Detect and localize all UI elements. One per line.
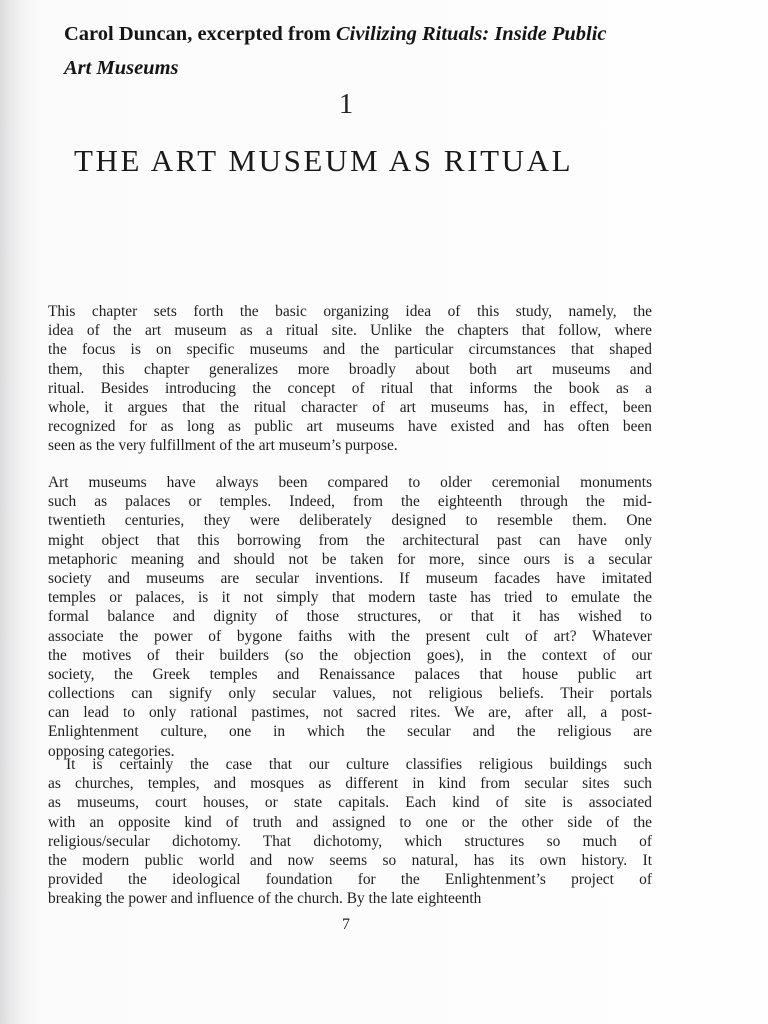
- text-line: might object that this borrowing from the architectural past can have only: [48, 531, 652, 549]
- text-line: recognized for as long as public art museums have existed and has often been: [48, 418, 652, 436]
- text-line: breaking the power and influence of the church. By the late eighteenth: [48, 890, 482, 908]
- chapter-number: 1: [338, 88, 354, 120]
- text-line: such as palaces or temples. Indeed, from the eighteenth through the mid-: [48, 493, 652, 511]
- text-line: society, the Greek temples and Renaissance palaces that house public art: [48, 665, 652, 683]
- paragraph-2: [48, 473, 652, 761]
- text-line: society and museums are secular inventions. If museum facades have imitated: [48, 569, 652, 587]
- excerpt-header-line-1: [64, 22, 744, 46]
- text-line: with an opposite kind of truth and assigned to one or the other side of the: [48, 813, 652, 831]
- text-line: Enlightenment culture, one in which the secular and the religious are: [48, 723, 652, 741]
- text-line: whole, it argues that the ritual character of art museums has, in effect, been: [48, 398, 652, 416]
- text-line: opposing categories.: [48, 742, 175, 760]
- text-line: metaphoric meaning and should not be taken for more, since ours is a secular: [48, 550, 652, 568]
- text-line: the motives of their builders (so the objection goes), in the context of our: [48, 646, 652, 664]
- text-line: provided the ideological foundation for the Enlightenment’s project of: [48, 871, 652, 889]
- text-line: the focus is on specific museums and the particular circumstances that shaped: [48, 341, 652, 359]
- text-line: ritual. Besides introducing the concept of ritual that informs the book as a: [48, 379, 652, 397]
- book-title-part-1: Civilizing Rituals: Inside Public: [335, 23, 607, 45]
- text-line: twentieth centuries, they were deliberately designed to resemble them. One: [48, 512, 652, 530]
- text-line: Art museums have always been compared to older ceremonial monuments: [48, 474, 652, 491]
- text-line: religious/secular dichotomy. That dichotomy, which structures so much of: [48, 832, 652, 850]
- paragraph-3: [48, 755, 652, 909]
- text-line: This chapter sets forth the basic organizing idea of this study, namely, the: [48, 303, 652, 320]
- text-line: can lead to only rational pastimes, not sacred rites. We are, after all, a post-: [48, 704, 652, 722]
- text-line: idea of the art museum as a ritual site. Unlike the chapters that follow, where: [48, 322, 652, 340]
- text-line: formal balance and dignity of those structures, or that it has wished to: [48, 608, 652, 626]
- text-line: them, this chapter generalizes more broadly about both art museums and: [48, 360, 652, 378]
- page-number: 7: [342, 916, 350, 933]
- text-line: temples or palaces, is it not simply that modern taste has tried to emulate the: [48, 589, 652, 607]
- excerpt-header-line-2: [64, 56, 744, 80]
- book-title-part-2: Art Museums: [64, 57, 179, 79]
- text-line: as museums, court houses, or state capitals. Each kind of site is associated: [48, 794, 652, 812]
- text-line: It is certainly the case that our culture classifies religious buildings such: [66, 756, 652, 773]
- text-line: collections can signify only secular values, not religious beliefs. Their portals: [48, 685, 652, 703]
- text-line: the modern public world and now seems so natural, has its own history. It: [48, 851, 652, 869]
- paragraph-1: [48, 302, 652, 456]
- text-line: associate the power of bygone faiths with the present cult of art? Whatever: [48, 627, 652, 645]
- chapter-title: THE ART MUSEUM AS RITUAL: [74, 143, 574, 178]
- author-credit: Carol Duncan, excerpted from: [64, 23, 336, 45]
- text-line: as churches, temples, and mosques as different in kind from secular sites such: [48, 775, 652, 793]
- text-line: seen as the very fulfillment of the art museum’s purpose.: [48, 437, 398, 455]
